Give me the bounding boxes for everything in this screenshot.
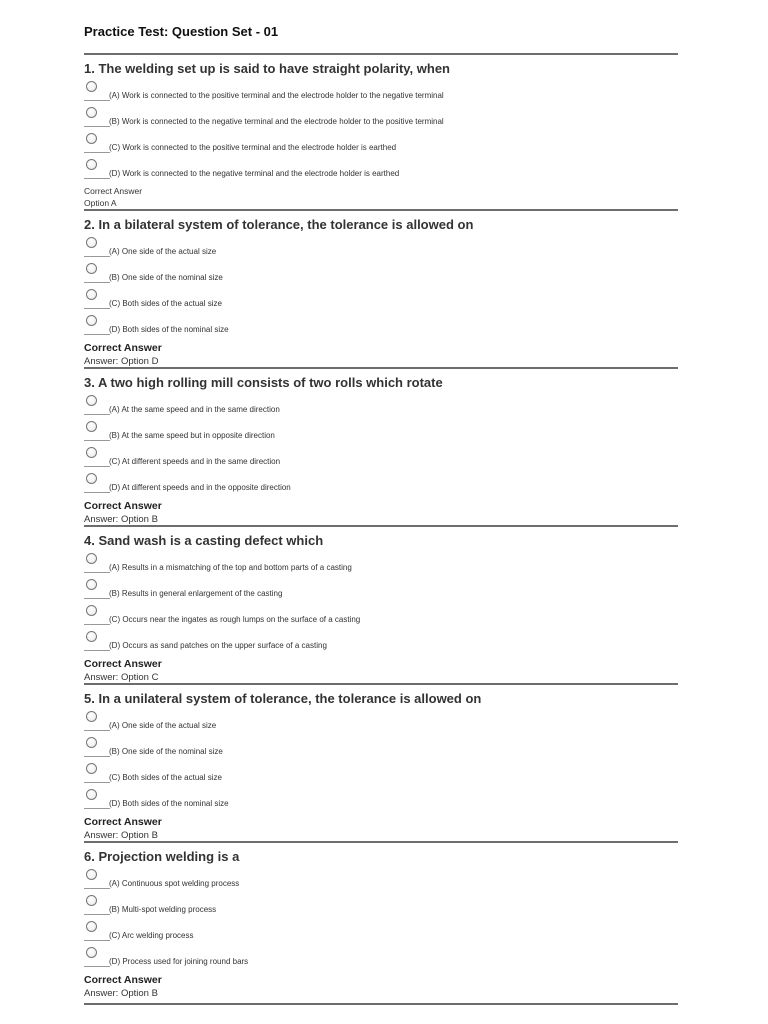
option-label: (A) Continuous spot welding process — [109, 879, 240, 888]
radio-button-icon[interactable] — [86, 763, 97, 774]
question-title: 6. Projection welding is a — [84, 849, 240, 864]
option-label: (B) Multi-spot welding process — [109, 905, 217, 914]
answer-value: Answer: Option C — [84, 672, 159, 683]
option-label: (B) One side of the nominal size — [109, 273, 223, 282]
question-title: 2. In a bilateral system of tolerance, the tolerance is allowed on — [84, 217, 474, 232]
answer-value: Answer: Option D — [84, 356, 159, 367]
option-c[interactable] — [84, 605, 678, 631]
option-d[interactable] — [84, 159, 678, 185]
question-block-4 — [84, 525, 678, 683]
option-d[interactable] — [84, 631, 678, 657]
radio-button-icon[interactable] — [86, 289, 97, 300]
option-b[interactable] — [84, 421, 678, 447]
divider — [84, 209, 678, 211]
options-list — [84, 553, 678, 657]
divider — [84, 53, 678, 55]
divider — [84, 308, 110, 309]
question-title: 3. A two high rolling mill consists of two rolls which rotate — [84, 375, 443, 390]
option-d[interactable] — [84, 789, 678, 815]
option-label: (A) At the same speed and in the same direction — [109, 405, 280, 414]
divider — [84, 367, 678, 369]
radio-button-icon[interactable] — [86, 107, 97, 118]
divider — [84, 256, 110, 257]
question-title: 4. Sand wash is a casting defect which — [84, 533, 324, 548]
option-label: (A) One side of the actual size — [109, 247, 217, 256]
option-label: (B) At the same speed but in opposite direction — [109, 431, 275, 440]
divider — [84, 624, 110, 625]
option-label: (C) Arc welding process — [109, 931, 194, 940]
option-b[interactable] — [84, 579, 678, 605]
option-label: (B) Work is connected to the negative terminal and the electrode holder to the positive terminal — [109, 117, 444, 126]
question-block-5 — [84, 683, 678, 841]
option-c[interactable] — [84, 289, 678, 315]
divider — [84, 152, 110, 153]
option-b[interactable] — [84, 263, 678, 289]
question-block-6 — [84, 841, 678, 999]
divider — [84, 525, 678, 527]
options-list — [84, 237, 678, 341]
radio-button-icon[interactable] — [86, 421, 97, 432]
option-label: (D) Both sides of the nominal size — [109, 799, 229, 808]
option-a[interactable] — [84, 237, 678, 263]
radio-button-icon[interactable] — [86, 737, 97, 748]
radio-button-icon[interactable] — [86, 895, 97, 906]
correct-answer-label: Correct Answer — [84, 500, 162, 512]
divider — [84, 414, 110, 415]
divider — [84, 126, 110, 127]
correct-answer-label: Correct Answer — [84, 186, 143, 196]
radio-button-icon[interactable] — [86, 81, 97, 92]
radio-button-icon[interactable] — [86, 869, 97, 880]
divider — [84, 914, 110, 915]
option-label: (B) One side of the nominal size — [109, 747, 223, 756]
question-block-1 — [84, 53, 678, 208]
option-label: (C) Occurs near the ingates as rough lumps on the surface of a casting — [109, 615, 361, 624]
radio-button-icon[interactable] — [86, 395, 97, 406]
correct-answer-label: Correct Answer — [84, 342, 162, 354]
radio-button-icon[interactable] — [86, 553, 97, 564]
divider — [84, 650, 110, 651]
divider — [84, 492, 110, 493]
option-b[interactable] — [84, 895, 678, 921]
correct-answer-label: Correct Answer — [84, 974, 162, 986]
radio-button-icon[interactable] — [86, 947, 97, 958]
option-label: (D) Work is connected to the negative terminal and the electrode holder is earthed — [109, 169, 400, 178]
divider — [84, 940, 110, 941]
divider — [84, 683, 678, 685]
option-label: (C) Both sides of the actual size — [109, 299, 222, 308]
radio-button-icon[interactable] — [86, 789, 97, 800]
radio-button-icon[interactable] — [86, 159, 97, 170]
option-a[interactable] — [84, 81, 678, 107]
divider — [84, 966, 110, 967]
option-a[interactable] — [84, 395, 678, 421]
radio-button-icon[interactable] — [86, 447, 97, 458]
option-d[interactable] — [84, 473, 678, 499]
question-title: 5. In a unilateral system of tolerance, the tolerance is allowed on — [84, 691, 482, 706]
radio-button-icon[interactable] — [86, 315, 97, 326]
radio-button-icon[interactable] — [86, 473, 97, 484]
options-list — [84, 869, 678, 973]
question-block-2 — [84, 209, 678, 367]
divider — [84, 334, 110, 335]
page-title: Practice Test: Question Set - 01 — [84, 24, 279, 39]
options-list — [84, 81, 678, 185]
answer-value: Answer: Option B — [84, 830, 158, 841]
radio-button-icon[interactable] — [86, 631, 97, 642]
option-label: (C) Work is connected to the positive terminal and the electrode holder is earthed — [109, 143, 397, 152]
answer-value: Answer: Option B — [84, 514, 158, 525]
divider — [84, 1003, 678, 1005]
correct-answer-label: Correct Answer — [84, 816, 162, 828]
option-label: (C) Both sides of the actual size — [109, 773, 222, 782]
option-b[interactable] — [84, 737, 678, 763]
answer-value: Answer: Option B — [84, 988, 158, 999]
divider — [84, 440, 110, 441]
options-list — [84, 711, 678, 815]
option-label: (A) Results in a mismatching of the top and bottom parts of a casting — [109, 563, 352, 572]
option-d[interactable] — [84, 947, 678, 973]
divider — [84, 572, 110, 573]
question-title: 1. The welding set up is said to have straight polarity, when — [84, 61, 450, 76]
divider — [84, 178, 110, 179]
divider — [84, 282, 110, 283]
divider — [84, 756, 110, 757]
radio-button-icon[interactable] — [86, 711, 97, 722]
option-c[interactable] — [84, 133, 678, 159]
option-a[interactable] — [84, 869, 678, 895]
options-list — [84, 395, 678, 499]
radio-button-icon[interactable] — [86, 263, 97, 274]
radio-button-icon[interactable] — [86, 133, 97, 144]
option-b[interactable] — [84, 107, 678, 133]
correct-answer-label: Correct Answer — [84, 658, 162, 670]
option-label: (B) Results in general enlargement of the casting — [109, 589, 283, 598]
option-label: (A) Work is connected to the positive terminal and the electrode holder to the negative terminal — [109, 91, 444, 100]
radio-button-icon[interactable] — [86, 579, 97, 590]
divider — [84, 808, 110, 809]
option-label: (C) At different speeds and in the same direction — [109, 457, 281, 466]
option-label: (D) Both sides of the nominal size — [109, 325, 229, 334]
option-label: (A) One side of the actual size — [109, 721, 217, 730]
answer-value: Option A — [84, 198, 117, 208]
option-label: (D) At different speeds and in the opposite direction — [109, 483, 291, 492]
option-label: (D) Occurs as sand patches on the upper surface of a casting — [109, 641, 327, 650]
divider — [84, 841, 678, 843]
divider — [84, 730, 110, 731]
radio-button-icon[interactable] — [86, 605, 97, 616]
radio-button-icon[interactable] — [86, 921, 97, 932]
option-label: (D) Process used for joining round bars — [109, 957, 249, 966]
option-a[interactable] — [84, 553, 678, 579]
divider — [84, 466, 110, 467]
divider — [84, 888, 110, 889]
option-a[interactable] — [84, 711, 678, 737]
question-block-3 — [84, 367, 678, 525]
divider — [84, 598, 110, 599]
option-c[interactable] — [84, 921, 678, 947]
option-d[interactable] — [84, 315, 678, 341]
divider — [84, 782, 110, 783]
option-c[interactable] — [84, 763, 678, 789]
radio-button-icon[interactable] — [86, 237, 97, 248]
divider — [84, 100, 110, 101]
option-c[interactable] — [84, 447, 678, 473]
